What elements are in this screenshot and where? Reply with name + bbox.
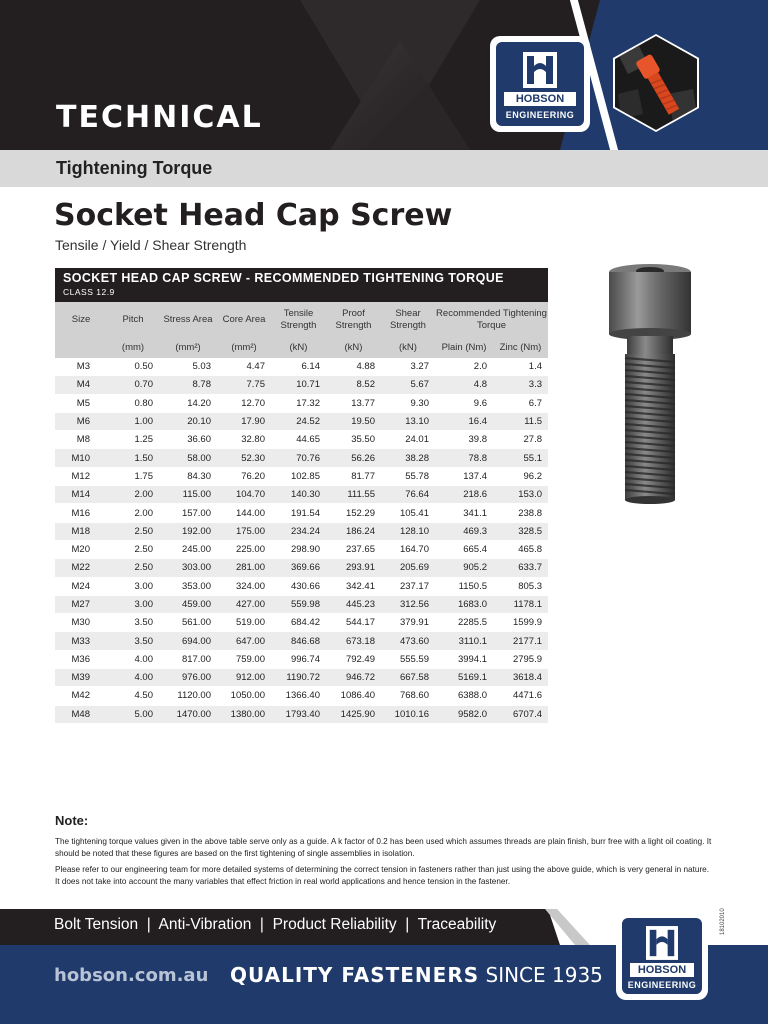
table-row xyxy=(55,632,548,650)
table-cell: 324.00 xyxy=(217,577,271,595)
table-cell-size: M6 xyxy=(55,412,107,430)
table-cell: 2.00 xyxy=(107,504,159,522)
col-header-shear: Shear Strength xyxy=(381,302,435,338)
table-cell: 1.00 xyxy=(107,412,159,430)
table-cell: 445.23 xyxy=(326,595,381,613)
col-header-size: Size xyxy=(55,302,107,338)
table-cell: 115.00 xyxy=(159,486,217,504)
table-cell: 58.00 xyxy=(159,449,217,467)
table-cell: 36.60 xyxy=(159,431,217,449)
table-cell: 1010.16 xyxy=(381,705,435,723)
logo-name: HOBSON xyxy=(630,963,694,977)
table-cell: 5169.1 xyxy=(435,669,493,687)
table-cell: 3.27 xyxy=(381,358,435,376)
table-cell: 9582.0 xyxy=(435,705,493,723)
table-row xyxy=(55,540,548,558)
table-cell: 13.10 xyxy=(381,412,435,430)
unit-stress-area: (mm²) xyxy=(159,338,217,358)
table-cell: 1.50 xyxy=(107,449,159,467)
section-bar xyxy=(0,150,768,187)
table-cell: 32.80 xyxy=(217,431,271,449)
unit-plain: Plain (Nm) xyxy=(435,338,493,358)
table-cell: 1380.00 xyxy=(217,705,271,723)
table-cell: 3.00 xyxy=(107,595,159,613)
table-cell-size: M8 xyxy=(55,431,107,449)
table-cell: 17.32 xyxy=(271,394,326,412)
table-cell: 56.26 xyxy=(326,449,381,467)
page-subtitle: Tensile / Yield / Shear Strength xyxy=(55,237,247,253)
table-cell: 6.7 xyxy=(493,394,548,412)
quality-slogan xyxy=(230,963,603,987)
unit-size xyxy=(55,338,107,358)
data-table xyxy=(55,302,548,724)
table-row xyxy=(55,687,548,705)
table-cell: 2.00 xyxy=(107,486,159,504)
table-cell: 3994.1 xyxy=(435,650,493,668)
table-cell: 2.0 xyxy=(435,358,493,376)
table-cell: 1120.00 xyxy=(159,687,217,705)
table-cell: 473.60 xyxy=(381,632,435,650)
note-paragraph-1: The tightening torque values given in the above table serve only as a guide. A k factor of 0.2 has been used which assumes threads are plain finish, burr free with a light oil coating. It should be noted that these figures are based on the first tightening of single assemblies in isolation. xyxy=(55,837,712,858)
unit-zinc: Zinc (Nm) xyxy=(493,338,548,358)
table-row xyxy=(55,467,548,485)
table-cell-size: M48 xyxy=(55,705,107,723)
table-title: SOCKET HEAD CAP SCREW - RECOMMENDED TIGHTENING TORQUE xyxy=(63,271,504,285)
col-header-torque: Recommended Tightening Torque xyxy=(435,302,548,338)
table-row xyxy=(55,431,548,449)
table-cell: 27.8 xyxy=(493,431,548,449)
table-cell: 4.8 xyxy=(435,376,493,394)
table-cell: 6707.4 xyxy=(493,705,548,723)
table-cell: 70.76 xyxy=(271,449,326,467)
table-cell-size: M14 xyxy=(55,486,107,504)
table-cell: 293.91 xyxy=(326,559,381,577)
table-cell-size: M5 xyxy=(55,394,107,412)
table-cell-size: M3 xyxy=(55,358,107,376)
table-cell: 245.00 xyxy=(159,540,217,558)
table-cell: 81.77 xyxy=(326,467,381,485)
table-cell: 561.00 xyxy=(159,614,217,632)
table-cell: 225.00 xyxy=(217,540,271,558)
table-cell: 205.69 xyxy=(381,559,435,577)
table-cell: 20.10 xyxy=(159,412,217,430)
table-cell: 298.90 xyxy=(271,540,326,558)
table-cell: 78.8 xyxy=(435,449,493,467)
table-cell: 17.90 xyxy=(217,412,271,430)
table-row xyxy=(55,650,548,668)
table-cell: 8.52 xyxy=(326,376,381,394)
table-cell: 817.00 xyxy=(159,650,217,668)
table-class-label: CLASS 12.9 xyxy=(63,287,115,297)
table-cell: 9.30 xyxy=(381,394,435,412)
table-cell-size: M20 xyxy=(55,540,107,558)
table-cell: 0.80 xyxy=(107,394,159,412)
table-row xyxy=(55,504,548,522)
table-row xyxy=(55,376,548,394)
table-cell: 555.59 xyxy=(381,650,435,668)
table-cell: 0.50 xyxy=(107,358,159,376)
table-cell: 905.2 xyxy=(435,559,493,577)
table-cell: 237.17 xyxy=(381,577,435,595)
table-cell: 519.00 xyxy=(217,614,271,632)
table-cell: 459.00 xyxy=(159,595,217,613)
table-cell: 24.52 xyxy=(271,412,326,430)
table-cell: 281.00 xyxy=(217,559,271,577)
table-cell: 218.6 xyxy=(435,486,493,504)
table-row xyxy=(55,486,548,504)
table-cell: 673.18 xyxy=(326,632,381,650)
table-cell: 2285.5 xyxy=(435,614,493,632)
table-cell: 3.50 xyxy=(107,632,159,650)
table-cell: 144.00 xyxy=(217,504,271,522)
table-cell: 328.5 xyxy=(493,522,548,540)
table-cell: 4.00 xyxy=(107,669,159,687)
table-cell-size: M36 xyxy=(55,650,107,668)
quality-slogan-since: SINCE 1935 xyxy=(479,963,603,987)
table-cell: 1050.00 xyxy=(217,687,271,705)
table-cell: 39.8 xyxy=(435,431,493,449)
table-cell: 3.3 xyxy=(493,376,548,394)
table-cell: 341.1 xyxy=(435,504,493,522)
table-cell-size: M12 xyxy=(55,467,107,485)
table-cell: 1150.5 xyxy=(435,577,493,595)
table-cell: 4.50 xyxy=(107,687,159,705)
table-cell: 759.00 xyxy=(217,650,271,668)
table-cell: 665.4 xyxy=(435,540,493,558)
table-cell: 430.66 xyxy=(271,577,326,595)
section-title: Tightening Torque xyxy=(56,158,213,178)
table-cell: 2177.1 xyxy=(493,632,548,650)
table-cell: 102.85 xyxy=(271,467,326,485)
table-cell: 52.30 xyxy=(217,449,271,467)
table-cell-size: M4 xyxy=(55,376,107,394)
table-cell-size: M16 xyxy=(55,504,107,522)
table-cell: 2.50 xyxy=(107,559,159,577)
table-cell: 1425.90 xyxy=(326,705,381,723)
table-cell: 11.5 xyxy=(493,412,548,430)
table-cell: 9.6 xyxy=(435,394,493,412)
col-header-stress-area: Stress Area xyxy=(159,302,217,338)
table-cell-size: M27 xyxy=(55,595,107,613)
table-cell: 559.98 xyxy=(271,595,326,613)
table-cell: 4471.6 xyxy=(493,687,548,705)
table-title-bar xyxy=(55,268,548,302)
header-title: TECHNICAL xyxy=(56,100,263,135)
table-cell: 44.65 xyxy=(271,431,326,449)
page-title: Socket Head Cap Screw xyxy=(54,198,453,233)
table-cell: 12.70 xyxy=(217,394,271,412)
website-link[interactable]: hobson.com.au xyxy=(54,965,209,986)
torque-table xyxy=(55,268,548,724)
table-cell: 976.00 xyxy=(159,669,217,687)
hobson-logo xyxy=(490,36,590,132)
unit-tensile: (kN) xyxy=(271,338,326,358)
table-cell: 312.56 xyxy=(381,595,435,613)
table-cell: 157.00 xyxy=(159,504,217,522)
table-cell: 3.00 xyxy=(107,577,159,595)
table-cell: 465.8 xyxy=(493,540,548,558)
table-row xyxy=(55,705,548,723)
hobson-h-icon xyxy=(523,52,557,88)
table-cell: 633.7 xyxy=(493,559,548,577)
table-cell: 5.67 xyxy=(381,376,435,394)
unit-core-area: (mm²) xyxy=(217,338,271,358)
table-cell: 4.00 xyxy=(107,650,159,668)
table-cell: 175.00 xyxy=(217,522,271,540)
table-cell: 38.28 xyxy=(381,449,435,467)
table-row xyxy=(55,358,548,376)
table-cell: 238.8 xyxy=(493,504,548,522)
table-cell: 544.17 xyxy=(326,614,381,632)
note-heading: Note: xyxy=(55,813,89,828)
table-cell: 5.00 xyxy=(107,705,159,723)
document-id: 18102010 xyxy=(720,908,726,935)
table-cell: 6.14 xyxy=(271,358,326,376)
logo-subtitle: ENGINEERING xyxy=(505,110,575,120)
hobson-h-icon xyxy=(646,926,678,960)
table-cell: 353.00 xyxy=(159,577,217,595)
table-cell: 5.03 xyxy=(159,358,217,376)
table-row xyxy=(55,577,548,595)
table-cell: 3.50 xyxy=(107,614,159,632)
hobson-logo-footer xyxy=(616,912,708,1000)
table-cell: 469.3 xyxy=(435,522,493,540)
table-row xyxy=(55,394,548,412)
table-cell: 55.78 xyxy=(381,467,435,485)
note-paragraph-2: Please refer to our engineering team for more detailed systems of determining the correct tension in fasteners rather than just using the above guide, which is very general in nature. It does not take into account the many variables that effect friction in real world applications and hence tension in the fastener. xyxy=(55,865,709,886)
logo-name: HOBSON xyxy=(504,92,576,106)
table-cell: 234.24 xyxy=(271,522,326,540)
table-cell: 792.49 xyxy=(326,650,381,668)
table-cell: 1.75 xyxy=(107,467,159,485)
table-cell-size: M10 xyxy=(55,449,107,467)
table-cell: 128.10 xyxy=(381,522,435,540)
socket-head-cap-screw-image xyxy=(600,260,700,510)
table-cell: 76.64 xyxy=(381,486,435,504)
table-cell-size: M30 xyxy=(55,614,107,632)
table-cell: 946.72 xyxy=(326,669,381,687)
table-cell-size: M22 xyxy=(55,559,107,577)
table-cell: 6388.0 xyxy=(435,687,493,705)
table-cell: 667.58 xyxy=(381,669,435,687)
table-cell: 105.41 xyxy=(381,504,435,522)
table-cell-size: M42 xyxy=(55,687,107,705)
table-row xyxy=(55,669,548,687)
table-cell: 2.50 xyxy=(107,540,159,558)
table-cell: 303.00 xyxy=(159,559,217,577)
table-row xyxy=(55,522,548,540)
table-cell: 342.41 xyxy=(326,577,381,595)
table-cell: 13.77 xyxy=(326,394,381,412)
table-cell: 2.50 xyxy=(107,522,159,540)
col-header-pitch: Pitch xyxy=(107,302,159,338)
table-cell-size: M33 xyxy=(55,632,107,650)
table-cell: 2795.9 xyxy=(493,650,548,668)
table-cell-size: M39 xyxy=(55,669,107,687)
table-cell: 369.66 xyxy=(271,559,326,577)
table-row xyxy=(55,595,548,613)
table-cell: 96.2 xyxy=(493,467,548,485)
table-cell: 104.70 xyxy=(217,486,271,504)
table-cell-size: M18 xyxy=(55,522,107,540)
unit-shear: (kN) xyxy=(381,338,435,358)
table-cell: 153.0 xyxy=(493,486,548,504)
table-cell-size: M24 xyxy=(55,577,107,595)
table-cell: 912.00 xyxy=(217,669,271,687)
table-cell: 996.74 xyxy=(271,650,326,668)
table-cell: 647.00 xyxy=(217,632,271,650)
table-cell: 4.88 xyxy=(326,358,381,376)
table-cell: 8.78 xyxy=(159,376,217,394)
unit-proof: (kN) xyxy=(326,338,381,358)
table-cell: 111.55 xyxy=(326,486,381,504)
table-cell: 140.30 xyxy=(271,486,326,504)
table-cell: 805.3 xyxy=(493,577,548,595)
table-cell: 3110.1 xyxy=(435,632,493,650)
table-cell: 152.29 xyxy=(326,504,381,522)
table-cell: 1086.40 xyxy=(326,687,381,705)
table-cell: 1599.9 xyxy=(493,614,548,632)
col-header-core-area: Core Area xyxy=(217,302,271,338)
table-cell: 1683.0 xyxy=(435,595,493,613)
table-cell: 379.91 xyxy=(381,614,435,632)
table-cell: 3618.4 xyxy=(493,669,548,687)
table-cell: 684.42 xyxy=(271,614,326,632)
table-cell: 7.75 xyxy=(217,376,271,394)
bolt-photo-hexagon xyxy=(613,34,699,132)
tagline: Bolt Tension | Anti-Vibration | Product Reliability | Traceability xyxy=(54,916,497,933)
table-cell: 1470.00 xyxy=(159,705,217,723)
table-cell: 0.70 xyxy=(107,376,159,394)
table-cell: 427.00 xyxy=(217,595,271,613)
table-cell: 191.54 xyxy=(271,504,326,522)
table-cell: 1793.40 xyxy=(271,705,326,723)
table-cell: 1178.1 xyxy=(493,595,548,613)
unit-pitch: (mm) xyxy=(107,338,159,358)
table-cell: 137.4 xyxy=(435,467,493,485)
table-cell: 1190.72 xyxy=(271,669,326,687)
quality-slogan-bold: QUALITY FASTENERS xyxy=(230,963,480,987)
table-cell: 76.20 xyxy=(217,467,271,485)
table-cell: 846.68 xyxy=(271,632,326,650)
col-header-tensile: Tensile Strength xyxy=(271,302,326,338)
table-cell: 10.71 xyxy=(271,376,326,394)
table-cell: 19.50 xyxy=(326,412,381,430)
table-cell: 1.4 xyxy=(493,358,548,376)
table-cell: 84.30 xyxy=(159,467,217,485)
table-cell: 35.50 xyxy=(326,431,381,449)
table-cell: 4.47 xyxy=(217,358,271,376)
table-cell: 16.4 xyxy=(435,412,493,430)
table-cell: 164.70 xyxy=(381,540,435,558)
table-row xyxy=(55,614,548,632)
table-cell: 237.65 xyxy=(326,540,381,558)
table-row xyxy=(55,412,548,430)
col-header-proof: Proof Strength xyxy=(326,302,381,338)
table-cell: 55.1 xyxy=(493,449,548,467)
table-cell: 24.01 xyxy=(381,431,435,449)
table-cell: 768.60 xyxy=(381,687,435,705)
table-cell: 1366.40 xyxy=(271,687,326,705)
table-row xyxy=(55,559,548,577)
table-cell: 1.25 xyxy=(107,431,159,449)
table-cell: 694.00 xyxy=(159,632,217,650)
table-cell: 192.00 xyxy=(159,522,217,540)
table-row xyxy=(55,449,548,467)
table-cell: 14.20 xyxy=(159,394,217,412)
table-cell: 186.24 xyxy=(326,522,381,540)
logo-subtitle: ENGINEERING xyxy=(627,980,697,990)
